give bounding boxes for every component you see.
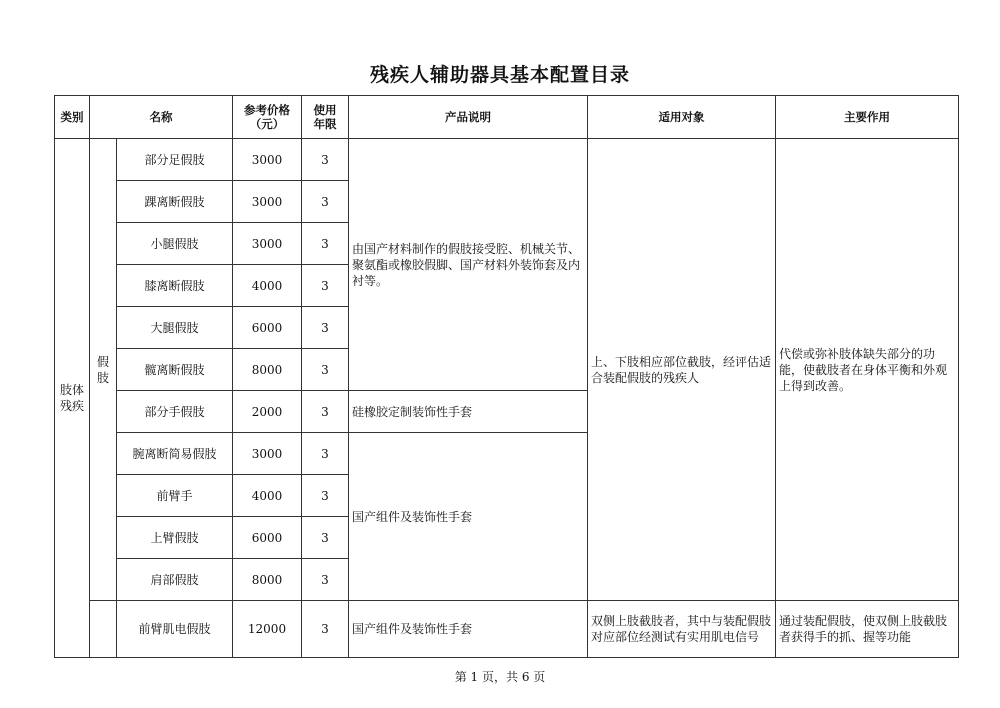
name-cell: 膝离断假肢	[117, 265, 233, 307]
price-cell: 8000	[233, 349, 302, 391]
years-cell: 3	[302, 181, 349, 223]
subcategory-cell	[90, 139, 117, 601]
price-cell: 3000	[233, 181, 302, 223]
header-target: 适用对象	[588, 96, 776, 139]
function-cell-general: 代偿或弥补肢体缺失部分的功能，使截肢者在身体平衡和外观上得到改善。	[776, 139, 959, 601]
price-cell: 12000	[233, 601, 302, 658]
function-cell-myoelectric: 通过装配假肢，使双侧上肢截肢者获得手的抓、握等功能	[776, 601, 959, 658]
price-cell: 3000	[233, 139, 302, 181]
name-cell: 大腿假肢	[117, 307, 233, 349]
header-category: 类别	[55, 96, 90, 139]
name-cell: 髋离断假肢	[117, 349, 233, 391]
header-name: 名称	[90, 96, 233, 139]
name-cell: 部分足假肢	[117, 139, 233, 181]
years-cell: 3	[302, 433, 349, 475]
years-cell: 3	[302, 475, 349, 517]
price-cell: 3000	[233, 433, 302, 475]
price-cell: 6000	[233, 307, 302, 349]
header-function: 主要作用	[776, 96, 959, 139]
years-cell: 3	[302, 559, 349, 601]
header-years	[302, 96, 349, 139]
header-price-text: 参考价格（元）	[244, 103, 290, 131]
name-cell: 部分手假肢	[117, 391, 233, 433]
category-text: 肢体残疾	[59, 383, 84, 413]
price-cell: 8000	[233, 559, 302, 601]
description-cell-upper-limb: 国产组件及装饰性手套	[349, 433, 588, 601]
years-cell: 3	[302, 139, 349, 181]
years-cell: 3	[302, 223, 349, 265]
description-cell-lower-limb: 由国产材料制作的假肢接受腔、机械关节、聚氨酯或橡胶假脚、国产材料外装饰套及内衬等。	[349, 139, 588, 391]
price-cell: 3000	[233, 223, 302, 265]
name-cell: 小腿假肢	[117, 223, 233, 265]
subcategory-text: 假肢	[96, 354, 109, 385]
target-cell-general: 上、下肢相应部位截肢，经评估适合装配假肢的残疾人	[588, 139, 776, 601]
description-cell-partial-hand: 硅橡胶定制装饰性手套	[349, 391, 588, 433]
name-cell: 腕离断简易假肢	[117, 433, 233, 475]
table-row	[55, 601, 959, 658]
page-footer: 第 1 页，共 6 页	[454, 670, 546, 684]
target-cell-myoelectric: 双侧上肢截肢者，其中与装配假肢对应部位经测试有实用肌电信号	[588, 601, 776, 658]
price-cell: 4000	[233, 265, 302, 307]
years-cell: 3	[302, 265, 349, 307]
catalog-table	[54, 95, 959, 658]
years-cell: 3	[302, 349, 349, 391]
name-cell: 踝离断假肢	[117, 181, 233, 223]
name-cell: 前臂肌电假肢	[117, 601, 233, 658]
price-cell: 4000	[233, 475, 302, 517]
price-cell: 2000	[233, 391, 302, 433]
years-cell: 3	[302, 517, 349, 559]
header-row	[55, 96, 959, 139]
description-cell-myoelectric: 国产组件及装饰性手套	[349, 601, 588, 658]
page-title: 残疾人辅助器具基本配置目录	[369, 64, 630, 86]
name-cell: 肩部假肢	[117, 559, 233, 601]
years-cell: 3	[302, 307, 349, 349]
table-row	[55, 139, 959, 181]
header-years-text: 使用年限	[313, 103, 337, 131]
years-cell: 3	[302, 391, 349, 433]
name-cell: 前臂手	[117, 475, 233, 517]
price-cell: 6000	[233, 517, 302, 559]
name-cell: 上臂假肢	[117, 517, 233, 559]
years-cell: 3	[302, 601, 349, 658]
header-description: 产品说明	[349, 96, 588, 139]
category-cell	[55, 139, 90, 658]
header-price	[233, 96, 302, 139]
subcategory-blank-cell	[90, 601, 117, 658]
